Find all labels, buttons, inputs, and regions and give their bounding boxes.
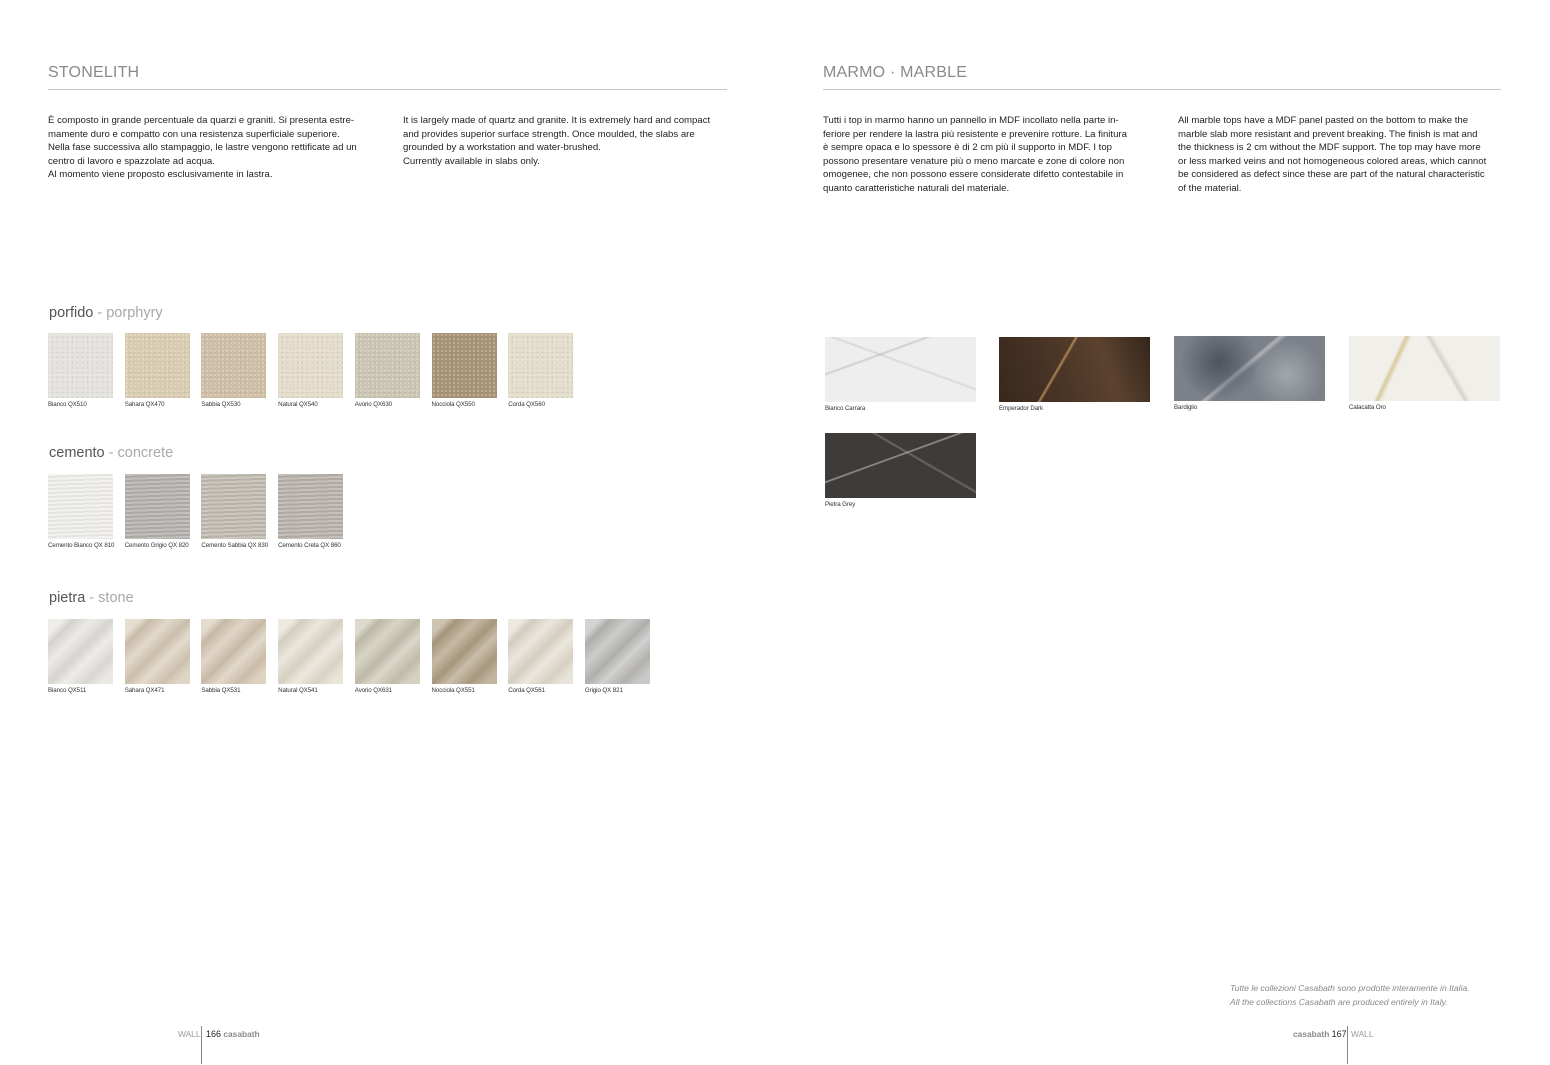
section-heading-stone <box>49 590 134 606</box>
marble-label: Emperador Dark <box>999 405 1043 412</box>
swatch-label: Grigio QX 821 <box>584 687 623 694</box>
swatch-label: Natural QX540 <box>278 401 318 408</box>
swatch-label: Cemento Sabbia QX 830 <box>201 542 269 549</box>
marble-swatch <box>825 337 976 402</box>
page-number-right: 167 <box>1331 1029 1347 1039</box>
swatch-label: Corda QX561 <box>508 687 545 694</box>
section-separator: - <box>93 305 107 321</box>
material-swatch <box>48 333 113 398</box>
material-swatch <box>125 333 190 398</box>
swatch-label: Avorio QX631 <box>354 687 393 694</box>
swatch-label: Bianco QX511 <box>48 687 87 694</box>
swatch-label: Sabbia QX530 <box>201 401 241 408</box>
swatch-label: Nocciola QX551 <box>431 687 475 694</box>
material-swatch <box>355 619 420 684</box>
production-note-english: All the collections Casabath are produced entirely in Italy. <box>1230 997 1448 1007</box>
title-divider-right <box>823 89 1501 90</box>
material-swatch <box>48 474 113 539</box>
marble-label: Bianco Carrara <box>825 405 866 412</box>
footer-divider-left <box>201 1026 202 1064</box>
marble-label: Bardiglio <box>1174 404 1198 411</box>
swatch-label: Bianco QX510 <box>48 401 87 408</box>
material-swatch <box>48 619 113 684</box>
page-title-left: STONELITH <box>48 64 140 81</box>
section-separator: - <box>85 590 99 606</box>
material-swatch <box>125 474 190 539</box>
material-swatch <box>278 619 343 684</box>
swatch-label: Nocciola QX550 <box>431 401 475 408</box>
page-title-right: MARMO · MARBLE <box>823 64 968 81</box>
page-number-left: 166 <box>206 1029 222 1039</box>
production-note-italian: Tutte le collezioni Casabath sono prodotte interamente in Italia. <box>1230 983 1470 993</box>
section-heading-porphyry <box>49 305 163 321</box>
material-swatch <box>355 333 420 398</box>
marble-swatch <box>1174 336 1325 401</box>
material-swatch <box>278 333 343 398</box>
marble-swatch <box>999 337 1150 402</box>
title-divider-left <box>48 89 727 90</box>
footer-section-left: WALL <box>178 1029 201 1039</box>
description-italian-right: Tutti i top in marmo hanno un pannello in MDF incollato nella parte in- feriore per rendere la lastra più resistente e prevenire rotture. La finitura è sempre opaca e lo spessore è di 2 cm più il supporto in MDF. I top possono presentare venature più o meno marcate e zone di colore non omogenee, che non possono essere considerate difetto contestabile in quanto caratteristiche naturali del materiale. <box>823 115 1127 194</box>
swatch-label: Natural QX541 <box>278 687 318 694</box>
section-heading-concrete <box>49 445 173 461</box>
section-name-italian: cemento <box>49 445 105 461</box>
swatch-label: Sahara QX471 <box>124 687 165 694</box>
marble-label: Pietra Grey <box>825 501 856 508</box>
material-swatch <box>432 619 497 684</box>
material-swatch <box>201 619 266 684</box>
footer-page-info-right <box>1293 1029 1347 1039</box>
footer-page-info-left <box>206 1029 260 1039</box>
section-name-italian: porfido <box>49 305 94 321</box>
material-swatch <box>125 619 190 684</box>
description-english-left: It is largely made of quartz and granite. It is extremely hard and compact and provides superior surface strength. Once moulded, the slabs are grounded by a workstation and water-brushed. Currently available in slabs only. <box>403 115 711 167</box>
description-italian-left: È composto in grande percentuale da quarzi e graniti. Si presenta estre- mamente duro e compatto con una resistenza superficiale superiore. Nella fase successiva allo stampaggio, le lastre vengono rettificate ad un centro di lavoro e spazzolate ad acqua. Al momento viene proposto esclusivamente in lastra. <box>48 115 357 181</box>
marble-label: Calacatta Oro <box>1349 404 1386 411</box>
production-note <box>1230 981 1540 1009</box>
section-name-italian: pietra <box>49 590 86 606</box>
brand-name-left: casabath <box>223 1029 260 1039</box>
material-swatch <box>432 333 497 398</box>
marble-swatch <box>825 433 976 498</box>
footer-divider-right <box>1347 1026 1348 1064</box>
swatch-label: Sabbia QX531 <box>201 687 241 694</box>
section-name-english: stone <box>98 590 134 606</box>
footer-section-right: WALL <box>1351 1029 1374 1039</box>
section-name-english: porphyry <box>106 305 163 321</box>
material-swatch <box>585 619 650 684</box>
section-name-english: concrete <box>117 445 174 461</box>
material-swatch <box>508 333 573 398</box>
description-english-right: All marble tops have a MDF panel pasted on the bottom to make the marble slab more resistant and prevent breaking. The finish is mat and the thickness is 2 cm without the MDF support. The top may have more or less marked veins and not homogeneous colored areas, which cannot be considered as defect since these are part of the natural characteristic of the material. <box>1178 115 1487 194</box>
material-swatch <box>508 619 573 684</box>
swatch-label: Cemento Creta QX 860 <box>278 542 341 549</box>
material-swatch <box>201 333 266 398</box>
material-swatch <box>278 474 343 539</box>
section-separator: - <box>104 445 118 461</box>
swatch-label: Cemento Grigio QX 820 <box>124 542 189 549</box>
swatch-label: Avorio QX630 <box>354 401 393 408</box>
marble-swatch <box>1349 336 1500 401</box>
swatch-label: Corda QX560 <box>508 401 545 408</box>
material-swatch <box>201 474 266 539</box>
brand-name-right: casabath <box>1293 1029 1330 1039</box>
swatch-label: Sahara QX470 <box>124 401 165 408</box>
swatch-label: Cemento Bianco QX 810 <box>48 542 115 549</box>
